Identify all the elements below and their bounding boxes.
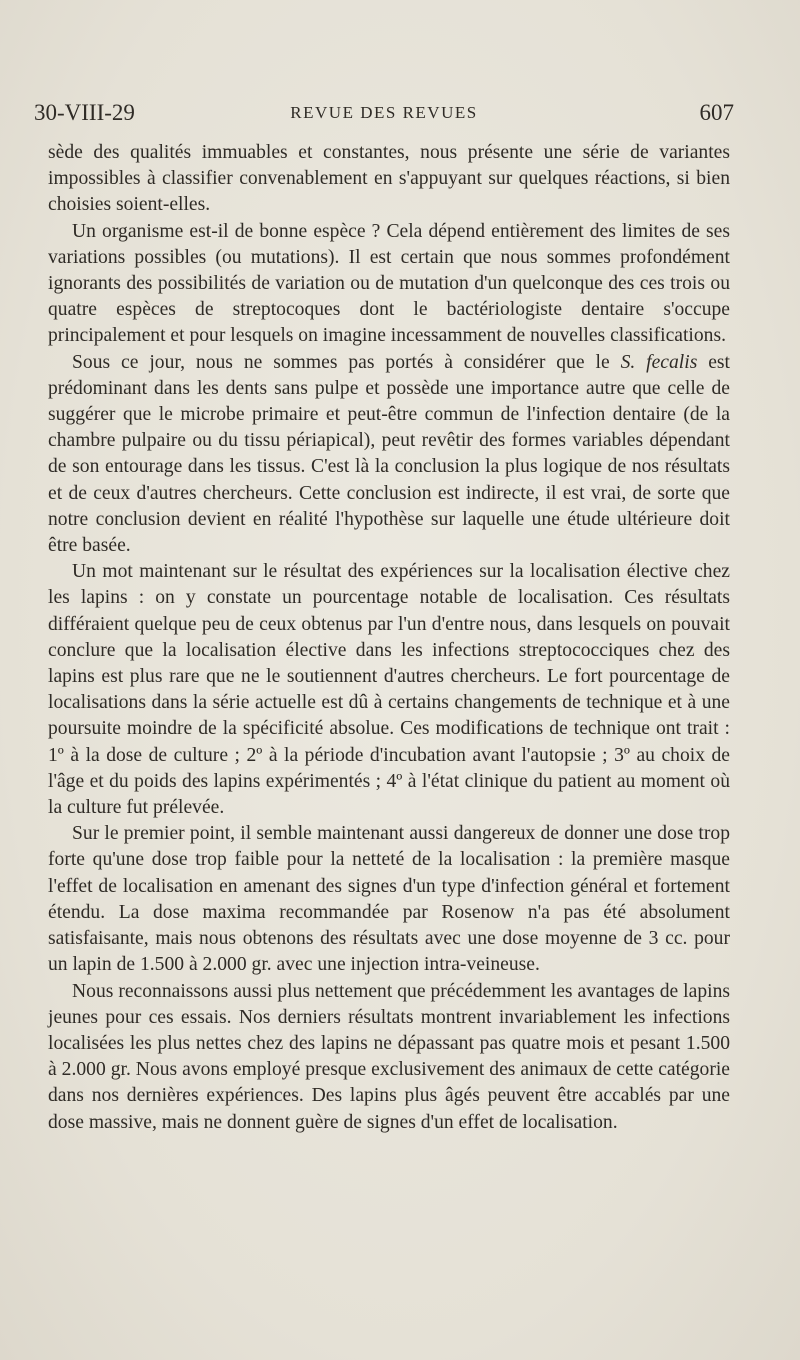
paragraph-5: Sur le premier point, il semble maintenant aussi dangereux de donner une dose trop forte qu'une dose trop faible pour la netteté de la localisation : la première masque l'effet de localisation en amenant des signes d'un type d'infection général et fortement étendu. La dose maxima recommandée par Rosenow n'a pas été absolument satisfaisante, mais nous obtenons des résultats avec une dose moyenne de 3 cc. pour un lapin de 1.500 à 2.000 gr. avec une injection intra-veineuse. [48,823,730,976]
running-header [34,100,734,130]
header-date: 30-VIII-29 [34,100,135,125]
paragraph-4: Un mot maintenant sur le résultat des expériences sur la localisation élective chez les lapins : on y constate un pourcentage notable de localisation. Ces résultats différaient quelque peu de ceux obtenus par l'un d'entre nous, dans lesquels on pouvait conclure que la localisation élective dans les infections streptococciques chez des lapins est plus rare que ne le soutiennent d'autres chercheurs. Le fort pourcentage de localisations dans la série actuelle est dû à certains changements de technique et à une poursuite moindre de la spécificité absolue. Ces modifications de technique ont trait : 1º à la dose de culture ; 2º à la période d'incubation avant l'autopsie ; 3º au choix de l'âge et du poids des lapins expérimentés ; 4º à l'état clinique du patient au moment où la culture fut prélevée. [48,561,730,819]
paragraph-3 [48,350,730,560]
paragraph-3-text-b: est prédominant dans les dents sans pulpe et possède une importance autre que celle de suggérer que le microbe primaire et peut-être commun de l'infection dentaire (de la chambre pulpaire ou du tissu périapical), peut revêtir des formes variables dépendant de son entourage dans les tissus. C'est là la conclusion la plus logique de nos résultats et de ceux d'autres chercheurs. Cette conclusion est indirecte, il est vrai, de sorte que notre conclusion devient en réalité l'hypothèse sur laquelle une étude ultérieure doit être basée. [48,351,731,557]
paragraph-1: sède des qualités immuables et constantes, nous présente une série de variantes impossibles à classifier convenablement en s'appuyant sur quelques réactions, si bien choisies soient-elles. [48,142,730,216]
header-running-title: REVUE DES REVUES [290,103,478,122]
paragraph-3-text-a: Sous ce jour, nous ne sommes pas portés à considérer que le [72,351,621,373]
paragraph-2: Un organisme est-il de bonne espèce ? Cela dépend entièrement des limites de ses variations possibles (ou mutations). Il est certain que nous sommes profondément ignorants des possibilités de variation ou de mutation d'un quelconque des ces trois ou quatre espèces de streptocoques dont le bactériologiste dentaire s'occupe principalement et pour lesquels on imagine incessamment de nouvelles classifications. [48,220,730,347]
species-name-italic: S. fecalis [620,351,698,373]
paragraph-6: Nous reconnaissons aussi plus nettement que précédemment les avantages de lapins jeunes pour ces essais. Nos derniers résultats montrent invariablement les infections localisées les plus nettes chez des lapins ne dépassant pas quatre mois et pesant 1.500 à 2.000 gr. Nous avons employé presque exclusivement des animaux de cette catégorie dans nos dernières expériences. Des lapins plus âgés peuvent être accablés par une dose massive, mais ne donnent guère de signes d'un effet de localisation. [48,980,730,1133]
article-body [48,140,730,1136]
page-number: 607 [699,100,734,125]
